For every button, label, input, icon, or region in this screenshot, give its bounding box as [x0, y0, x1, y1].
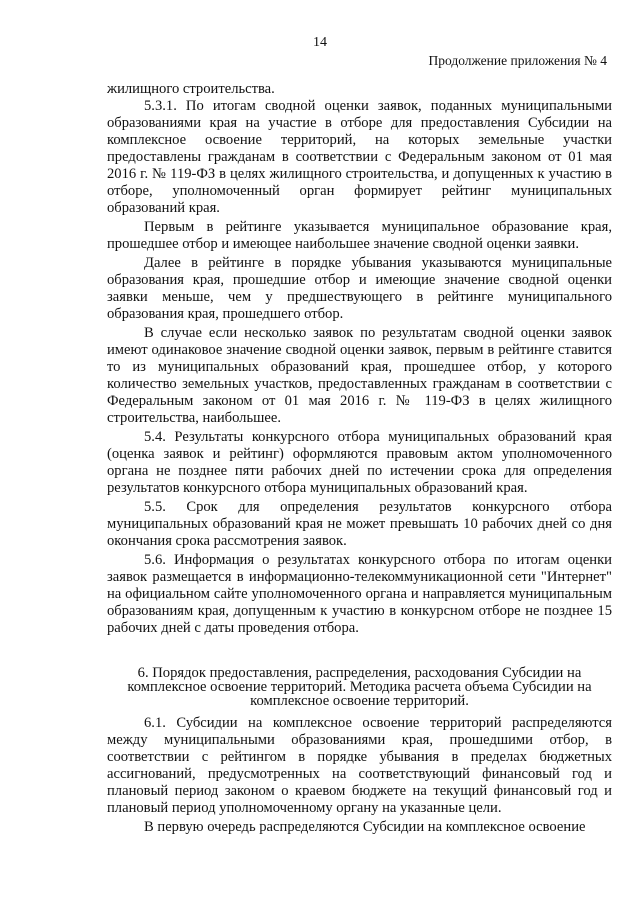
paragraph: 5.4. Результаты конкурсного отбора муниципальных образований края (оценка заявок и рейтинг) оформляются правовым актом уполномоченного органа не позднее пяти рабочих дней по истечении срока для определения результатов конкурсного отбора муниципальных образований края. — [107, 429, 612, 496]
paragraph: 5.6. Информация о результатах конкурсного отбора по итогам оценки заявок размещается в информационно-телекоммуникационной сети "Интернет" на официальном сайте уполномоченного органа и направляется муниципальным образованиям края, допущенным к участию в конкурсном отборе не позднее 15 рабочих дней с даты проведения отбора. — [107, 552, 612, 636]
page-number: 14 — [313, 35, 327, 50]
paragraph: В случае если несколько заявок по результатам сводной оценки заявок имеют одинаковое значение сводной оценки заявок, первым в рейтинге ставится то из муниципальных образований края, прошедшее отбор, у которого количество земельных участков, предоставленных гражданам в соответствии с Федеральным законом от 01 мая 2016 г. № 119-ФЗ в целях жилищного строительства, наибольшее. — [107, 325, 612, 426]
paragraph: Далее в рейтинге в порядке убывания указываются муниципальные образования края, прошедшие отбор и имеющие значение сводной оценки заявки меньше, чем у предшествующего в рейтинге муниципального образования края, прошедшего отбор. — [107, 255, 612, 322]
paragraph: 6.1. Субсидии на комплексное освоение территорий распределяются между муниципальными образованиями края, прошедшими отбор, в соответствии с рейтингом в порядке убывания в пределах бюджетных ассигнований, предусмотренных на соответствующий финансовый год и плановый период законом о краевом бюджете на текущий финансовый год и плановый период уполномоченному органу на указанные цели. — [107, 715, 612, 816]
running-head: Продолжение приложения № 4 — [428, 53, 607, 68]
paragraph: жилищного строительства. — [107, 81, 275, 97]
paragraph: 5.3.1. По итогам сводной оценки заявок, поданных муниципальными образованиями края на участие в отборе для предоставления Субсидии на комплексное освоение территорий, на которых земельные участки предоставлены гражданам в соответствии с Федеральным законом от 01 мая 2016 г. № 119-ФЗ в целях жилищного строительства, и допущенных к участию в отборе, уполномоченный орган формирует рейтинг муниципальных образований края. — [107, 98, 612, 216]
paragraph: Первым в рейтинге указывается муниципальное образование края, прошедшее отбор и имеющее наибольшее значение сводной оценки заявки. — [107, 219, 612, 252]
document-body — [107, 81, 612, 836]
paragraph: В первую очередь распределяются Субсидии на комплексное освоение — [144, 819, 586, 835]
section-heading: 6. Порядок предоставления, распределения, расходования Субсидии на комплексное освоение территорий. Методика расчета объема Субсидии на комплексное освоение территорий. — [127, 665, 592, 709]
paragraph: 5.5. Срок для определения результатов конкурсного отбора муниципальных образований края не может превышать 10 рабочих дней со дня окончания срока рассмотрения заявок. — [107, 499, 612, 549]
